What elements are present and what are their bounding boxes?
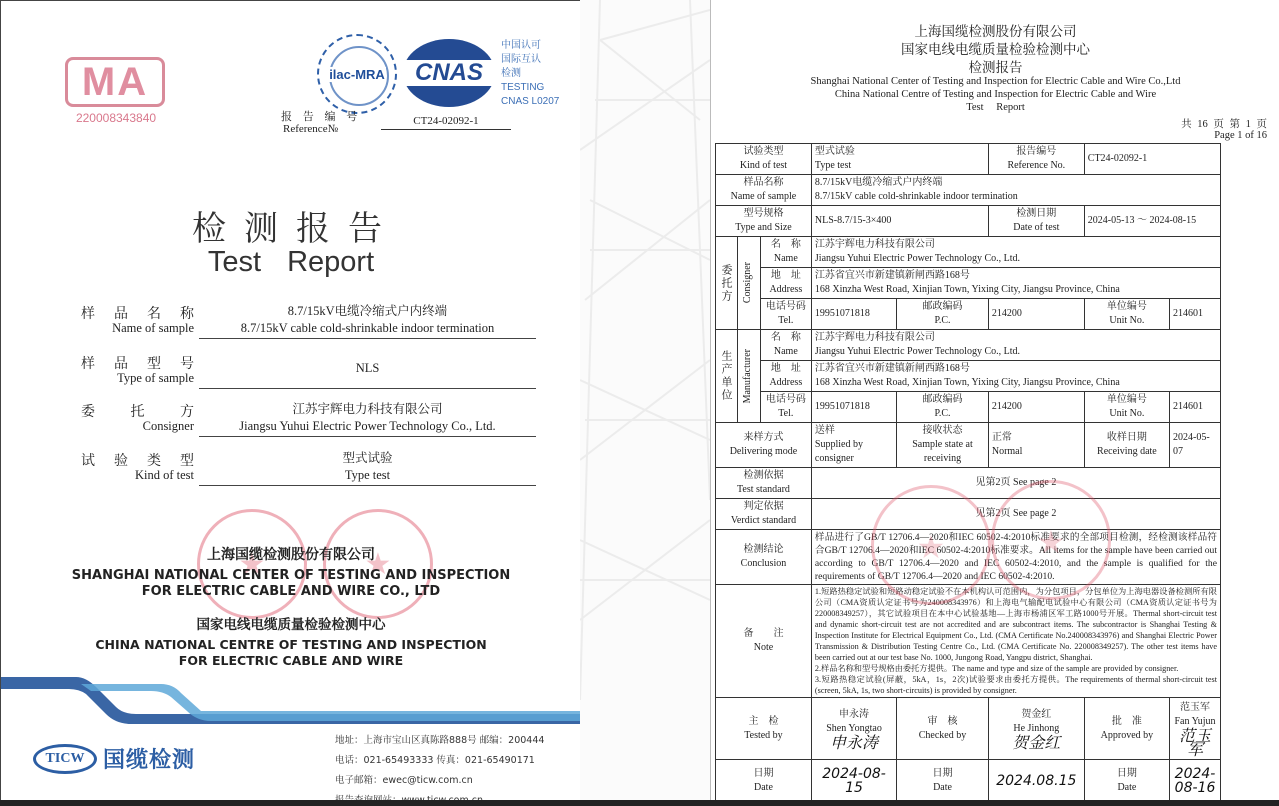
reference-number-value: CT24-02092-1 [1084,144,1220,175]
row-type-size: 型号规格 Type and Size NLS-8.7/15-3×400 检测日期 Date of test 2024-05-13 ～ 2024-08-15 [716,206,1221,237]
cover-page [0,0,580,806]
report-header-company-en: Shanghai National Center of Testing and Inspection for Electric Cable and Wire Co.,Ltd [810,76,1181,87]
reference-number: CT24-02092-1 [381,115,511,130]
field-kind-of-test: 试验类型 Kind of test 型式试验 Type test [81,450,536,494]
cnas-logo: CNAS [403,39,495,107]
row-note: 备 注 Note 1.短路热稳定试验和短路动稳定试验不在本机构认可范围内，为分包项目，分包单位为上海电器设备检测所有限公司（CMA资质认定证书号为240008343976）和上海电气输配电试验中心有限公司（CMA资质认定证书号为220008349257），其它试验项目在本中心试验基地—上海市杨浦区军工路1000号开展。Thermal short-circuit test and dynamic short-circuit test are not accredited and are subcontract items. The subcontractor is Shanghai Testing & Inspection Institute for Electrical Equipment Co., Ltd. (CMA Certificate No.240008343976) and Shanghai Electric Power Transmission & Distribution Testing Centre Co., Ltd. (CMA Certificate No. 220008349257). The other test items have been carried out at our test base No. 1000, Jungong Road, Yangpu district, Shanghai. 2.样品名称和型号规格由委托方提供。The name and type and size of the sample are provided by consigner. 3.短路热稳定试验(屏蔽，5kA，1s，2次)试验要求由委托方提供。The requirements of thermal short-circuit test (screen, 5kA, 1s, two short-circuits) is provided by consigner. [716,585,1221,698]
row-verdict-standard: 判定依据 Verdict standard 见第2页 See page 2 [716,499,1221,530]
national-centre-en: CHINA NATIONAL CENTRE OF TESTING AND INSPECTION FOR ELECTRIC CABLE AND WIRE [95,637,487,668]
reference-label-cn: 报 告 编 号 [281,111,362,123]
cma-number: 220008343840 [75,111,157,125]
row-signatures: 主 检 Tested by 申永涛 Shen Yongtao 申永涛 审 核 Checked by 贺金红 He Jinhong 贺金红 批 准 Approved by 范玉军 Fan Yujun 范玉军 [716,698,1221,760]
ticw-brand-name: 国缆检测 [103,748,196,773]
org-name-en: SHANGHAI NATIONAL CENTER OF TESTING AND INSPECTION FOR ELECTRIC CABLE AND WIRE CO., LTD [71,568,511,599]
approved-date: 2024-08-16 [1170,760,1221,802]
decorative-blue-band [1,669,580,724]
field-sample-type: 样品型号 Type of sample NLS [81,353,536,397]
cover-title-en: Test Report [207,246,375,278]
report-page [710,0,1279,806]
center-seal-stamp [323,509,433,619]
ilac-mra-logo: ilac-MRA [317,34,397,114]
row-consigner-name: 委托方 Consigner 名 称 Name 江苏宇辉电力科技有限公司 Jiangsu Yuhui Electric Power Technology Co., Ltd. [716,237,1221,268]
reference-label-en: Reference№ [283,123,339,135]
org-name-cn: 上海国缆检测股份有限公司 [207,547,375,563]
ticw-brand [33,743,195,774]
cover-title-cn: 检测报告 [192,209,400,249]
report-header-centre-cn: 国家电线电缆质量检验检测中心 [901,42,1090,58]
row-manufacturer-contact: 电话号码 Tel. 19951071818 邮政编码 P.C. 214200 单位编号 Unit No. 214601 [716,392,1221,423]
field-consigner: 委托方 Consigner 江苏宇辉电力科技有限公司 Jiangsu Yuhui Electric Power Technology Co., Ltd. [81,401,536,445]
row-kind-of-test: 试验类型 Kind of test 型式试验 Type test 报告编号 Reference No. CT24-02092-1 [716,144,1221,175]
row-sample-name: 样品名称 Name of sample 8.7/15kV电缆冷缩式户内终端 8.7/15kV cable cold-shrinkable indoor termination [716,175,1221,206]
contact-address: 地址：上海市宝山区真陈路888号 邮编：200444 [335,735,545,746]
approved-by-signature: 范玉军 [1179,725,1212,759]
report-header-title-en: Test Report [966,102,1025,113]
company-seal-stamp [197,509,307,619]
transmission-tower-graphic [580,0,710,806]
report-header-centre-en: China National Centre of Testing and Inspection for Electric Cable and Wire [834,89,1157,100]
row-manufacturer-name: 生产单位 Manufacturer 名 称 Name 江苏宇辉电力科技有限公司 Jiangsu Yuhui Electric Power Technology Co., Ltd. [716,330,1221,361]
row-consigner-contact: 电话号码 Tel. 19951071818 邮政编码 P.C. 214200 单位编号 Unit No. 214601 [716,299,1221,330]
checked-by-signature: 贺金红 [1012,732,1061,752]
row-manufacturer-address: 地 址 Address 江苏省宜兴市新建镇新闸西路168号 168 Xinzha West Road, Xinjian Town, Yixing City, Jiangsu Province, China [716,361,1221,392]
tested-date: 2024-08-15 [811,760,896,802]
report-header-title-cn: 检测报告 [968,60,1023,76]
field-sample-name: 样品名称 Name of sample 8.7/15kV电缆冷缩式户内终端 8.7/15kV cable cold-shrinkable indoor termination [81,303,536,347]
row-conclusion: 检测结论 Conclusion 样品进行了GB/T 12706.4—2020和IEC 60502-4:2010标准要求的全部项目检测，经检测该样品符合GB/T 12706.4—2020和IEC 60502-4:2010标准要求。All items for the sample have been carried out according to GB/T 12706.4—2020 and IEC 60502-4:2010, and the sample is qualified for the requirements of GB/T 12706.4—2020 and IEC 60502-4:2010. [716,530,1221,585]
cnas-accreditation-text: 中国认可 国际互认 检测 TESTING CNAS L0207 [501,40,560,107]
background-tower-pattern [580,0,710,806]
tested-by-signature: 申永涛 [830,732,879,752]
national-centre-cn: 国家电线电缆质量检验检测中心 [196,617,386,633]
row-signature-dates: 日期 Date 2024-08-15 日期 Date 2024.08.15 日期 Date 2024-08-16 [716,760,1221,802]
contact-phone: 电话：021-65493333 传真：021-65490171 [335,755,535,766]
row-delivering-mode: 来样方式 Delivering mode 送样 Supplied by consigner 接收状态 Sample state at receiving 正常 Normal 收样日期 Receiving date 2024-05-07 [716,423,1221,468]
row-test-standard: 检测依据 Test standard 见第2页 See page 2 [716,468,1221,499]
ticw-logo: TICW [33,744,97,774]
contact-info [335,731,544,806]
report-header-company-cn: 上海国缆检测股份有限公司 [914,24,1077,40]
report-info-table [715,143,1221,802]
row-consigner-address: 地 址 Address 江苏省宜兴市新建镇新闸西路168号 168 Xinzha West Road, Xinjian Town, Yixing City, Jiangsu Province, China [716,268,1221,299]
page-count-cn: 共 16 页 第 1 页 [1181,119,1267,130]
frame-border [0,800,1279,806]
contact-email[interactable]: 电子邮箱：ewec@ticw.com.cn [335,775,473,786]
page-count-en: Page 1 of 16 [1214,130,1267,141]
cma-mark-logo: MA [65,57,165,107]
checked-date: 2024.08.15 [988,760,1084,802]
